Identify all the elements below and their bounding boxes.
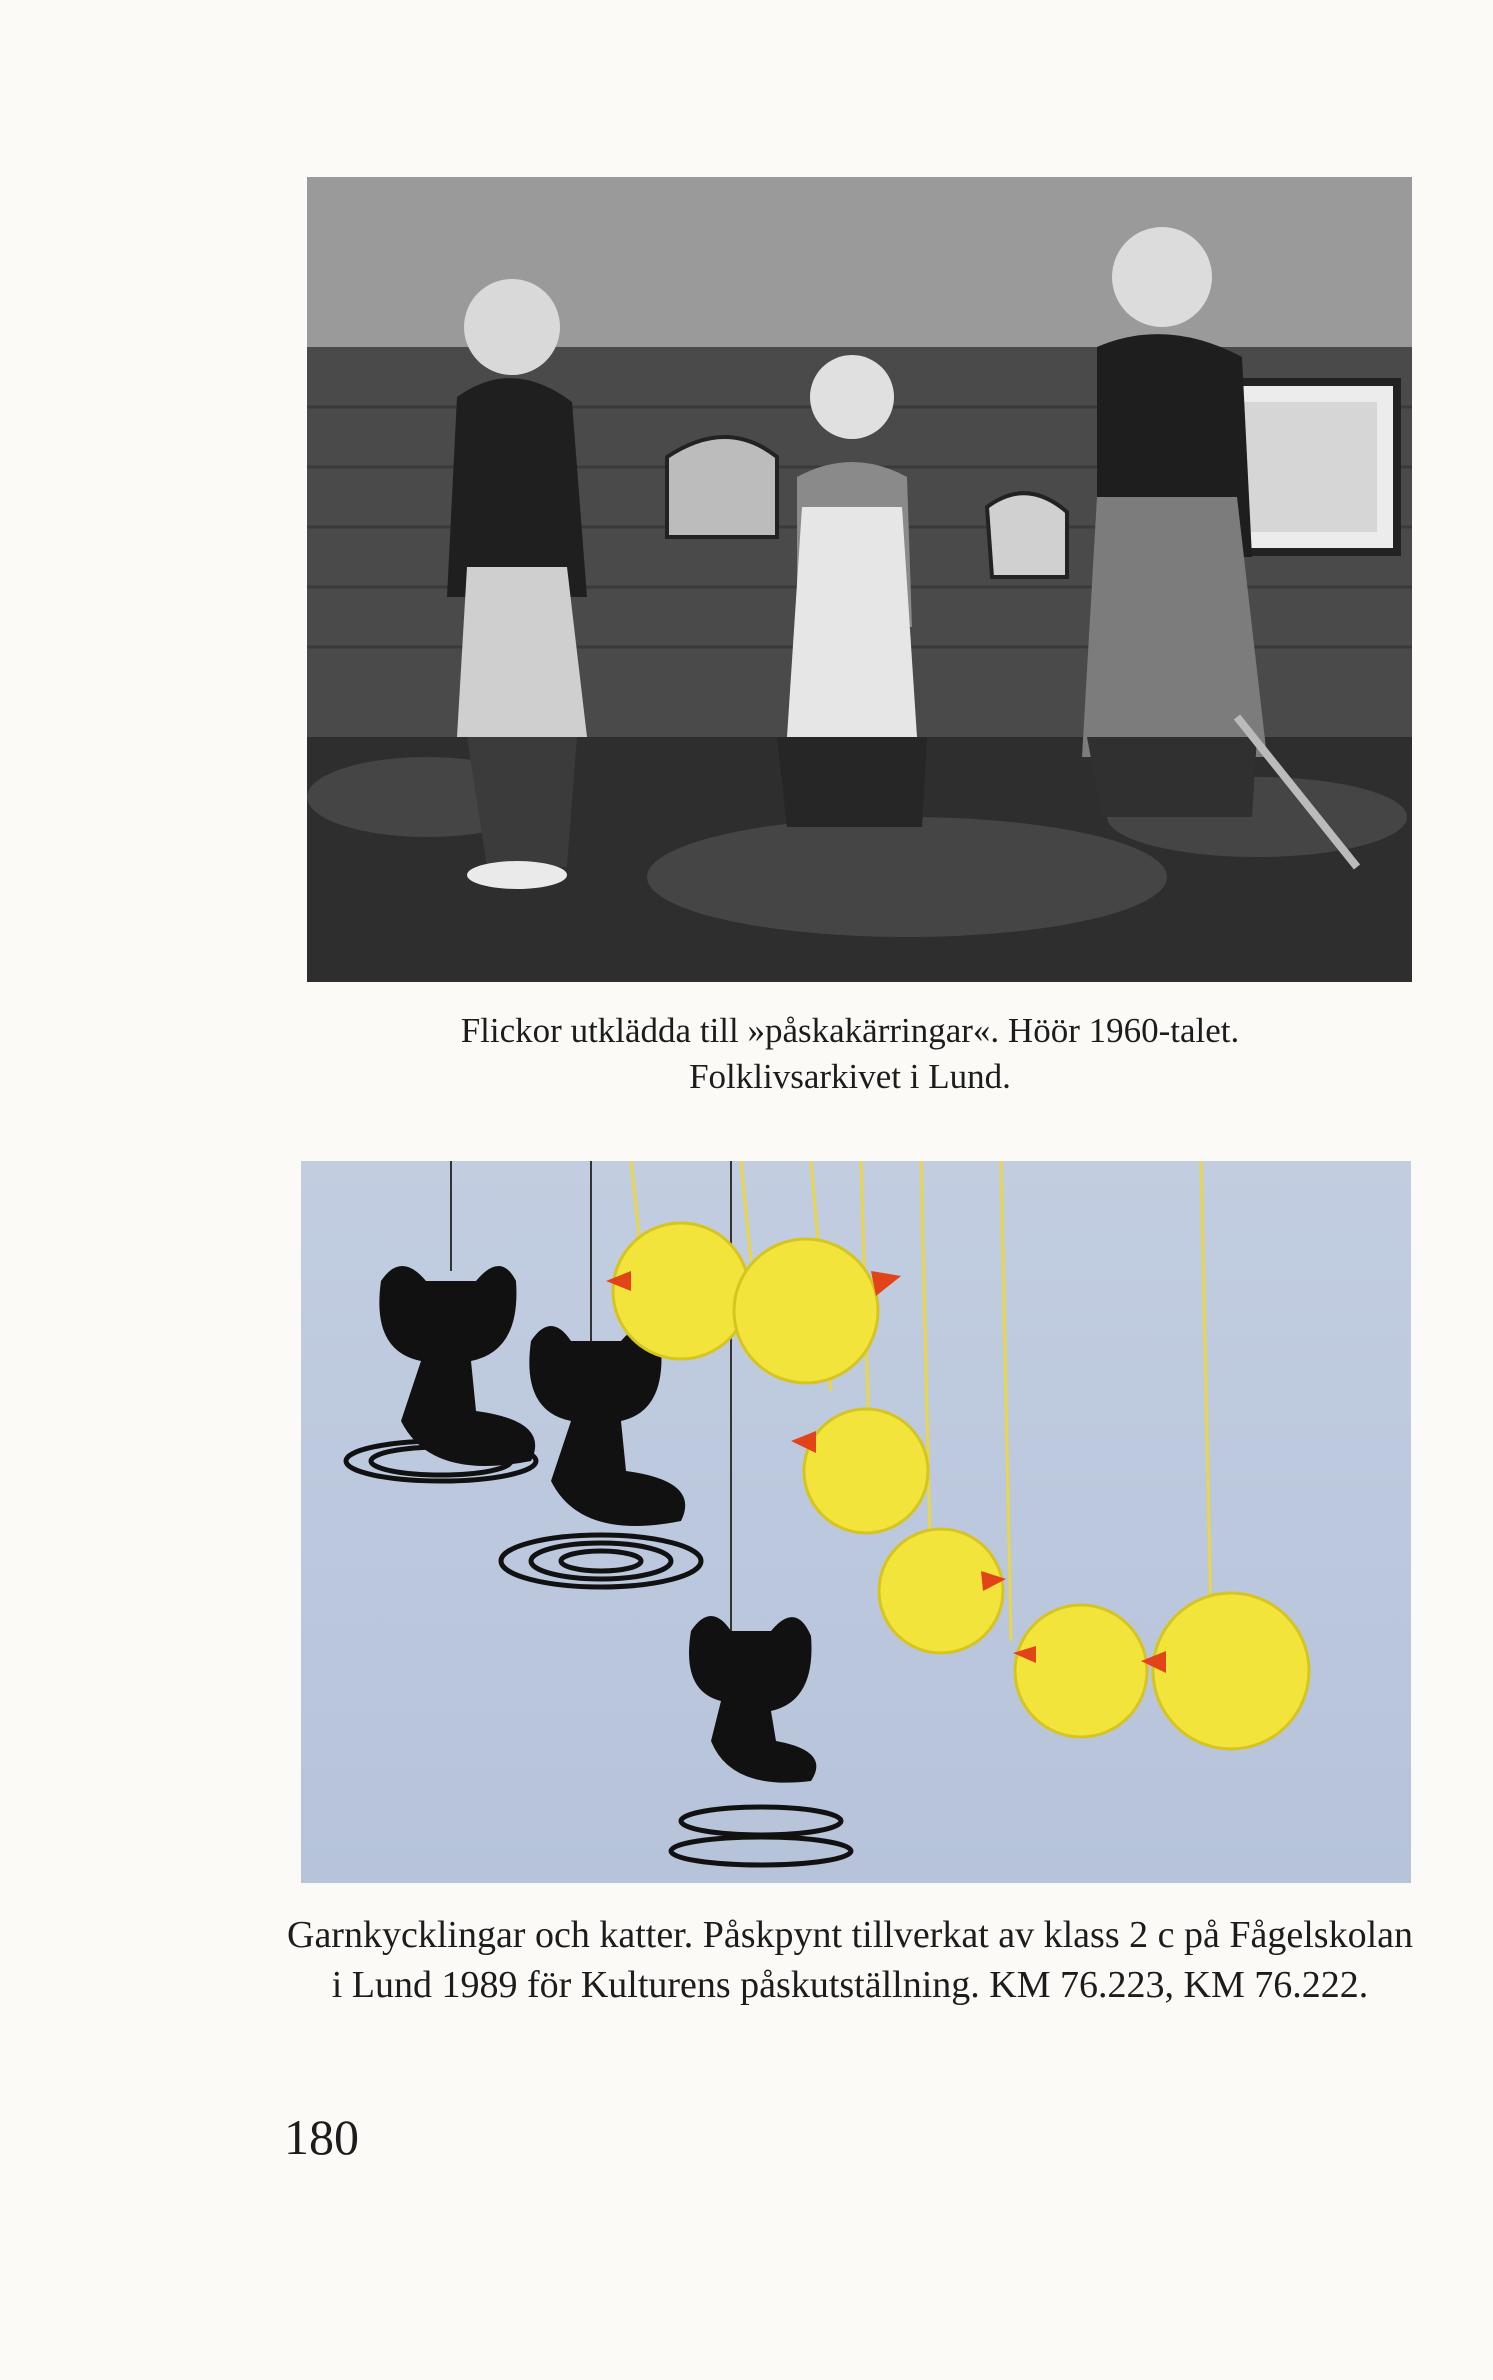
caption-line: i Lund 1989 för Kulturens påskutställning. KM 76.223, KM 76.222. xyxy=(331,1964,1369,2006)
photo-easter-witches xyxy=(307,177,1412,982)
photo-yarn-chicks-and-cats xyxy=(301,1161,1411,1883)
caption-photo-1 xyxy=(380,1008,1320,1100)
page-number: 180 xyxy=(284,2109,359,2165)
caption-line: Flickor utklädda till »påskakärringar«. Höör 1960-talet. xyxy=(460,1011,1240,1050)
caption-line: Garnkycklingar och katter. Påskpynt tillverkat av klass 2 c på Fågelskolan xyxy=(287,1914,1413,1956)
caption-photo-2 xyxy=(270,1910,1430,2010)
caption-line: Folklivsarkivet i Lund. xyxy=(689,1057,1011,1096)
